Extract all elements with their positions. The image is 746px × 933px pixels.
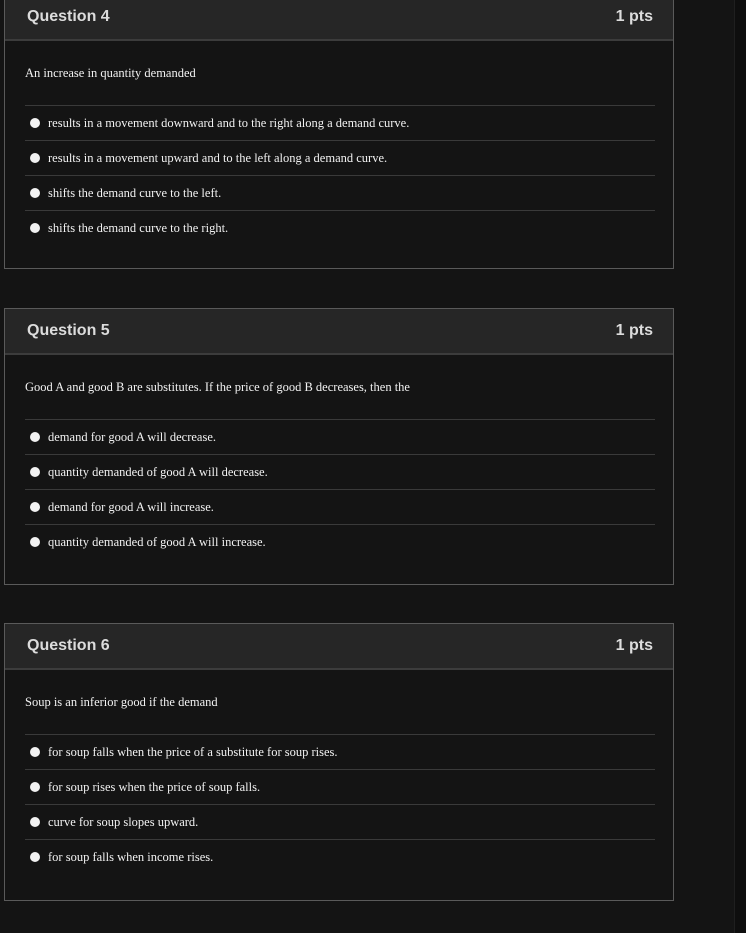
answer-label: quantity demanded of good A will increase. bbox=[48, 534, 266, 549]
question-prompt: Good A and good B are substitutes. If the price of good B decreases, then the bbox=[25, 380, 410, 394]
answer-label: for soup falls when income rises. bbox=[48, 849, 214, 864]
radio-button-icon[interactable] bbox=[30, 537, 40, 547]
radio-button-icon[interactable] bbox=[30, 223, 40, 233]
answer-label: shifts the demand curve to the left. bbox=[48, 185, 222, 200]
answer-label: for soup rises when the price of soup falls. bbox=[48, 779, 261, 794]
radio-button-icon[interactable] bbox=[30, 502, 40, 512]
question-title: Question 6 bbox=[27, 637, 110, 654]
answer-option[interactable] bbox=[25, 106, 655, 141]
answer-option[interactable] bbox=[25, 176, 655, 211]
radio-button-icon[interactable] bbox=[30, 188, 40, 198]
radio-button-icon[interactable] bbox=[30, 432, 40, 442]
answer-label: quantity demanded of good A will decrease. bbox=[48, 464, 268, 479]
question-body bbox=[5, 670, 673, 874]
answer-option[interactable] bbox=[25, 735, 655, 770]
question-points: 1 pts bbox=[615, 637, 653, 654]
question-header bbox=[5, 309, 673, 355]
radio-button-icon[interactable] bbox=[30, 852, 40, 862]
question-title: Question 4 bbox=[27, 8, 110, 25]
radio-button-icon[interactable] bbox=[30, 118, 40, 128]
answer-list bbox=[25, 105, 655, 245]
question-prompt: Soup is an inferior good if the demand bbox=[25, 695, 218, 709]
answer-list bbox=[25, 734, 655, 874]
question-title: Question 5 bbox=[27, 322, 110, 339]
answer-option[interactable] bbox=[25, 141, 655, 176]
answer-option[interactable] bbox=[25, 490, 655, 525]
question-body bbox=[5, 355, 673, 559]
question-header bbox=[5, 624, 673, 670]
question-header bbox=[5, 0, 673, 41]
answer-option[interactable] bbox=[25, 455, 655, 490]
radio-button-icon[interactable] bbox=[30, 747, 40, 757]
question-card-4 bbox=[4, 0, 674, 269]
right-edge-panel bbox=[734, 0, 746, 933]
answer-label: results in a movement upward and to the left along a demand curve. bbox=[48, 150, 388, 165]
radio-button-icon[interactable] bbox=[30, 782, 40, 792]
answer-option[interactable] bbox=[25, 211, 655, 245]
answer-label: demand for good A will increase. bbox=[48, 499, 214, 514]
answer-option[interactable] bbox=[25, 805, 655, 840]
question-card-6 bbox=[4, 623, 674, 901]
question-points: 1 pts bbox=[615, 8, 653, 25]
radio-button-icon[interactable] bbox=[30, 467, 40, 477]
answer-label: demand for good A will decrease. bbox=[48, 429, 217, 444]
answer-option[interactable] bbox=[25, 525, 655, 559]
answer-list bbox=[25, 419, 655, 559]
answer-label: results in a movement downward and to the right along a demand curve. bbox=[48, 115, 410, 130]
radio-button-icon[interactable] bbox=[30, 153, 40, 163]
question-card-5 bbox=[4, 308, 674, 585]
question-body bbox=[5, 41, 673, 245]
answer-label: for soup falls when the price of a substitute for soup rises. bbox=[48, 744, 338, 759]
answer-label: curve for soup slopes upward. bbox=[48, 814, 199, 829]
question-points: 1 pts bbox=[615, 322, 653, 339]
radio-button-icon[interactable] bbox=[30, 817, 40, 827]
answer-label: shifts the demand curve to the right. bbox=[48, 220, 229, 235]
answer-option[interactable] bbox=[25, 420, 655, 455]
answer-option[interactable] bbox=[25, 770, 655, 805]
answer-option[interactable] bbox=[25, 840, 655, 874]
question-prompt: An increase in quantity demanded bbox=[25, 66, 196, 80]
